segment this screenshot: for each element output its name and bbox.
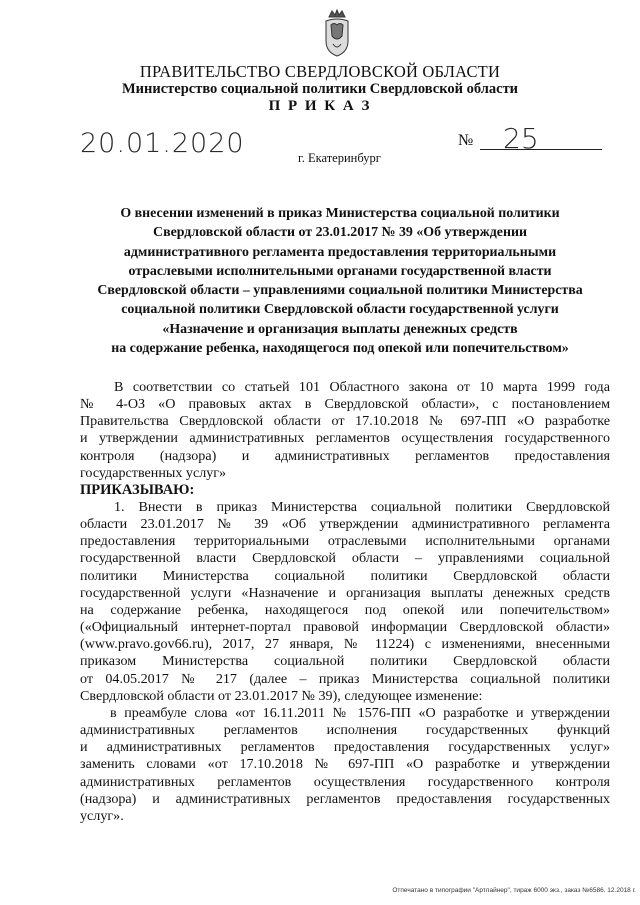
- item-1-line: от 04.05.2017 № 217 (далее – приказ Министерства социальной политики: [80, 670, 610, 687]
- amendment-line: административных регламентов осуществления государственного контроля: [80, 773, 610, 790]
- amendment-line: административных регламентов исполнения государственных функций: [80, 722, 610, 739]
- item-1-line: политики Министерства социальной политики Свердловской области: [80, 567, 610, 584]
- item-1-line: (www.pravo.gov66.ru), 2017, 27 января, № 11224) с изменениями, внесенными: [80, 636, 610, 653]
- ministry-name: Министерство социальной политики Свердловской области: [121, 81, 519, 97]
- title-line: Свердловской области от 23.01.2017 № 39 «Об утверждении: [153, 225, 527, 241]
- item-1-line: государственной власти Свердловской области – управлениями социальной: [80, 550, 610, 567]
- item-1-line: предоставления территориальными отраслевыми исполнительными органами: [80, 533, 610, 550]
- item-1-line: 1. Внести в приказ Министерства социальной политики Свердловской: [114, 499, 610, 515]
- order-date: 20.01.2020: [80, 128, 245, 159]
- amendment-line: услуг».: [80, 807, 124, 824]
- title-line: О внесении изменений в приказ Министерства социальной политики: [120, 206, 560, 221]
- item-1-line: государственной услуги «Назначение и организация выплаты денежных средств: [80, 584, 610, 601]
- title-line: на содержание ребенка, находящегося под опекой или попечительством»: [111, 341, 569, 357]
- preamble-line: государственных услуг»: [80, 464, 227, 481]
- number-label: №: [458, 132, 474, 149]
- item-1-line: Свердловской области от 23.01.2017 № 39), следующее изменение:: [80, 687, 483, 704]
- item-1-paragraph: [80, 499, 610, 705]
- government-name: ПРАВИТЕЛЬСТВО СВЕРДЛОВСКОЙ ОБЛАСТИ: [139, 62, 501, 81]
- number-underline: [480, 149, 602, 150]
- title-line: отраслевыми исполнительными органами государственной власти: [128, 263, 552, 279]
- amendment-line: в преамбуле слова «от 16.11.2011 № 1576-ПП «О разработке и утверждении: [110, 705, 610, 721]
- preamble-line: и утверждении административных регламентов осуществления государственного: [80, 430, 610, 447]
- title-line: Свердловской области – управлениями социальной политики Министерства: [97, 283, 583, 299]
- preamble-line: контроля (надзора) и административных регламентов предоставления: [80, 447, 610, 464]
- item-1-line: («Официальный интернет-портал правовой информации Свердловской области»: [80, 619, 610, 636]
- order-number: 25: [503, 122, 539, 155]
- city-name: г. Екатеринбург: [298, 151, 381, 165]
- preamble-line: № 4-ОЗ «О правовых актах в Свердловской области», с постановлением: [80, 396, 610, 413]
- print-footer: Отпечатано в типографии "Артлайнер", тираж 6000 экз., заказ №6586. 12.2018 г.: [392, 887, 636, 894]
- preamble-line: Правительства Свердловской области от 17.10.2018 № 697-ПП «О разработке: [80, 413, 610, 430]
- coat-of-arms-icon: [320, 8, 354, 58]
- amendment-paragraph: [80, 705, 610, 825]
- preamble-paragraph: [80, 379, 610, 482]
- order-directive: ПРИКАЗЫВАЮ:: [80, 482, 195, 498]
- document-title: [80, 204, 600, 358]
- title-line: социальной политики Свердловской области государственной услуги: [121, 302, 559, 318]
- item-1-line: приказом Министерства социальной политики Свердловской области: [80, 653, 610, 670]
- title-line: административного регламента предоставления территориальными: [123, 244, 557, 260]
- document-type: П Р И К А З: [268, 98, 372, 114]
- amendment-line: заменить словами «от 17.10.2018 № 697-ПП «О разработке и утверждении: [80, 756, 610, 773]
- title-line: «Назначение и организация выплаты денежных средств: [162, 321, 518, 337]
- amendment-line: и административных регламентов предоставления государственных услуг»: [80, 739, 610, 756]
- item-1-line: области 23.01.2017 № 39 «Об утверждении административного регламента: [80, 516, 610, 533]
- amendment-line: (надзора) и административных регламентов предоставления государственных: [80, 790, 610, 807]
- preamble-line: В соответствии со статьей 101 Областного закона от 10 марта 1999 года: [114, 379, 610, 395]
- item-1-line: на содержание ребенка, находящегося под опекой или попечительством»: [80, 601, 610, 618]
